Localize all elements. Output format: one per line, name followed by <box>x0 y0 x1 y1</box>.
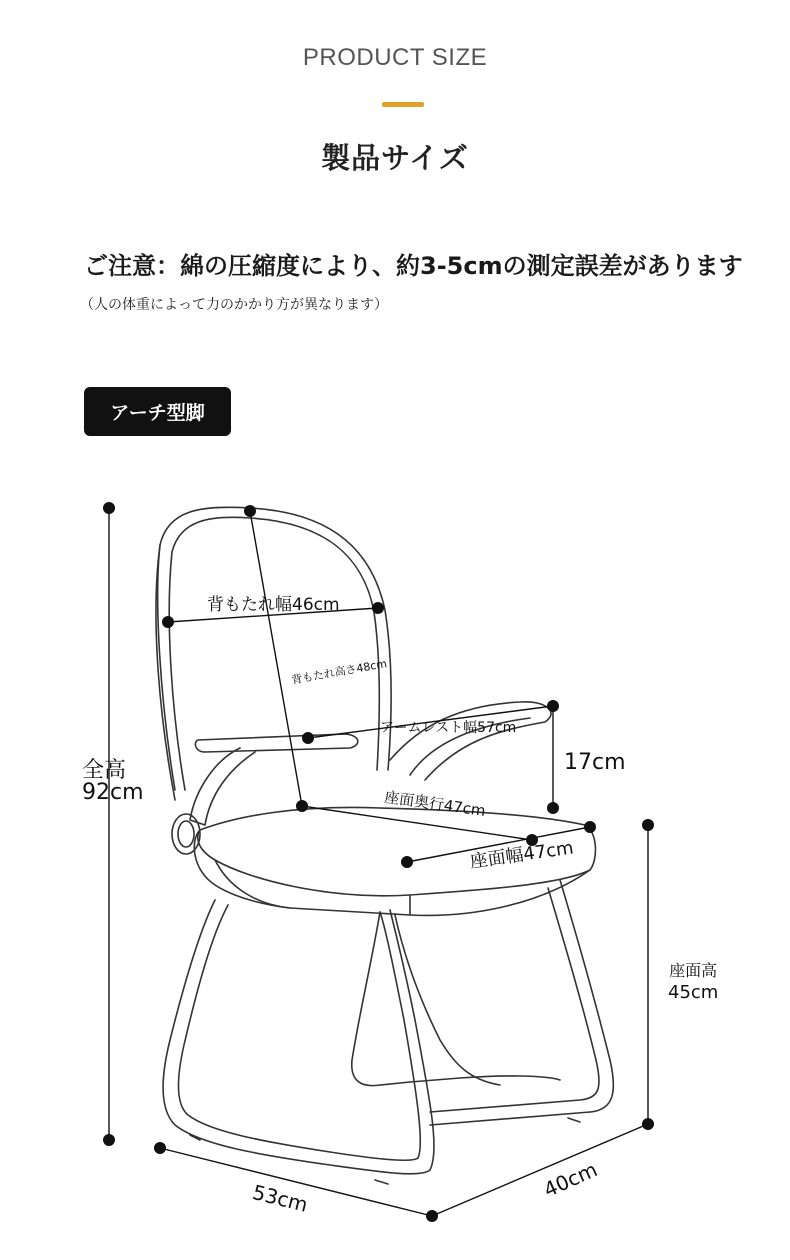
measurement-note: ご注意：綿の圧縮度により、約3-5cmの測定誤差があります <box>84 252 743 280</box>
total-height-label: 全高 92cm <box>82 758 144 805</box>
backrest-height-label: 背もたれ高さ48cm <box>290 657 388 687</box>
base-depth-label: 40cm <box>540 1157 601 1202</box>
base-width-label: 53cm <box>250 1180 311 1217</box>
backrest-outline <box>156 507 391 800</box>
armrest-height-label: 17cm <box>564 750 626 775</box>
backrest-width-label: 背もたれ幅46cm <box>207 595 340 615</box>
left-armrest <box>195 734 357 752</box>
seat-width-label: 座面幅47cm <box>468 837 575 873</box>
sled-base <box>163 900 434 1174</box>
measurement-note-sub: （人の体重によって力のかかり方が異なります） <box>80 297 388 313</box>
armrest-width-label: アームレスト幅57cm <box>380 720 517 736</box>
leg-type-badge: アーチ型脚 <box>84 387 231 436</box>
product-size-title-jp: 製品サイズ <box>321 141 469 175</box>
seat-height-label: 座面高 45cm <box>668 961 719 1003</box>
product-size-heading: PRODUCT SIZE <box>302 44 488 71</box>
seat-depth-label: 座面奥行47cm <box>383 787 487 820</box>
